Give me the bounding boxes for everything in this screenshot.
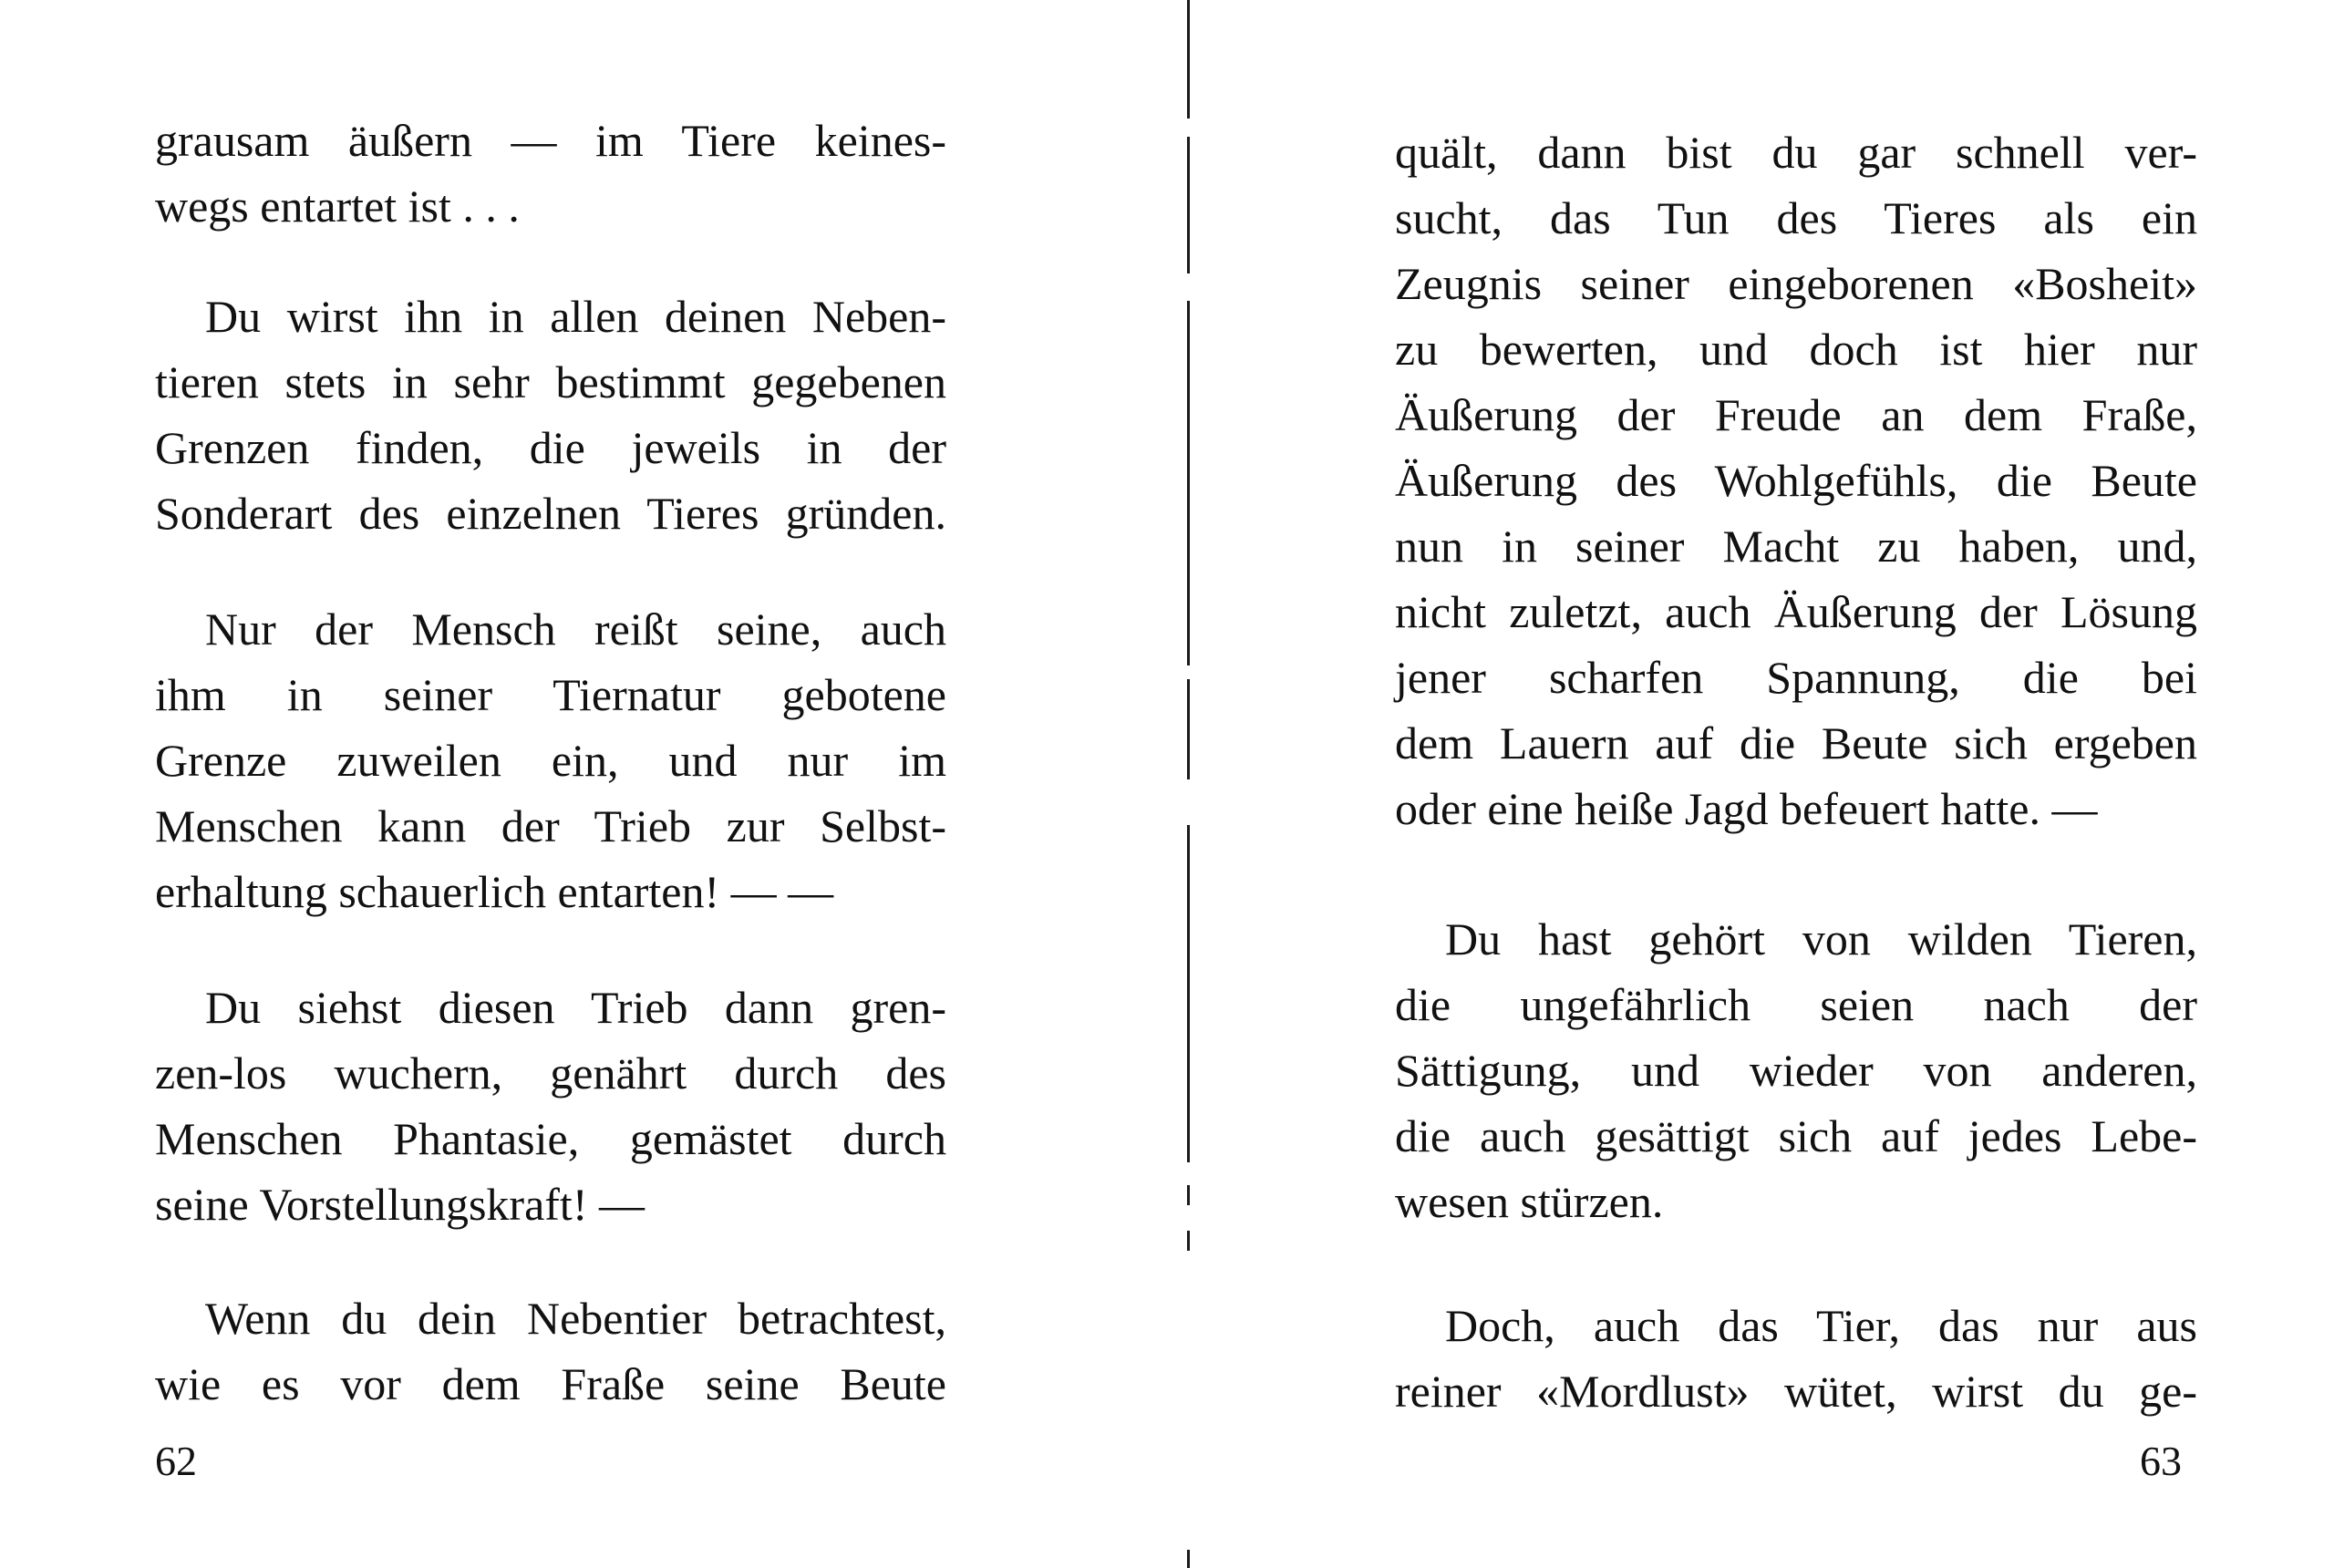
text-line: wegs entartet ist . . . (155, 181, 520, 232)
text-line: jener scharfen Spannung, die bei (1395, 652, 2197, 703)
paragraph (155, 1285, 946, 1417)
text-line: seine Vorstellungskraft! — (155, 1179, 645, 1230)
text-line: grausam äußern — im Tiere keines- (155, 115, 946, 166)
paragraph (1395, 906, 2197, 1234)
text-line: nicht zuletzt, auch Äußerung der Lösung (1395, 586, 2197, 637)
paragraph (1395, 119, 2197, 841)
text-line: reiner «Mordlust» wütet, wirst du ge- (1395, 1366, 2197, 1417)
text-line: Sättigung, und wieder von anderen, (1395, 1045, 2197, 1096)
text-line: Zeugnis seiner eingeborenen «Bosheit» (1395, 258, 2197, 309)
text-line: wesen stürzen. (1395, 1176, 1664, 1227)
right-page (1199, 0, 2334, 1568)
text-line: nun in seiner Macht zu haben, und, (1395, 521, 2197, 572)
text-line: Du hast gehört von wilden Tieren, (1445, 913, 2197, 965)
paragraph (155, 975, 946, 1237)
text-line: die ungefährlich seien nach der (1395, 979, 2197, 1030)
paragraph (155, 108, 946, 239)
text-line: Du wirst ihn in allen deinen Neben- (205, 291, 946, 342)
text-line: Äußerung des Wohlgefühls, die Beute (1395, 455, 2197, 506)
text-line: Menschen Phantasie, gemästet durch (155, 1113, 946, 1164)
text-line: Grenzen finden, die jeweils in der (155, 422, 946, 473)
text-line: zu bewerten, und doch ist hier nur (1395, 324, 2197, 375)
text-line: Menschen kann der Trieb zur Selbst- (155, 800, 946, 851)
text-line: quält, dann bist du gar schnell ver- (1395, 127, 2197, 178)
text-line: oder eine heiße Jagd befeuert hatte. — (1395, 783, 2098, 834)
text-line: tieren stets in sehr bestimmt gegebenen (155, 356, 946, 407)
text-line: Du siehst diesen Trieb dann gren- (205, 982, 946, 1033)
text-line: Sonderart des einzelnen Tieres gründen. (155, 488, 946, 539)
page-number: 63 (2140, 1438, 2182, 1484)
text-line: erhaltung schauerlich entarten! — — (155, 866, 834, 917)
book-gutter (1183, 0, 1194, 1568)
paragraph (1395, 1293, 2197, 1424)
text-line: Äußerung der Freude an dem Fraße, (1395, 389, 2197, 440)
text-line: sucht, das Tun des Tieres als ein (1395, 192, 2197, 243)
paragraph (155, 596, 946, 924)
text-line: Doch, auch das Tier, das nur aus (1445, 1300, 2197, 1351)
text-line: zen-los wuchern, genährt durch des (155, 1047, 946, 1099)
text-line: Nur der Mensch reißt seine, auch (205, 603, 946, 655)
text-line: Wenn du dein Nebentier betrachtest, (205, 1293, 946, 1344)
page-number: 62 (155, 1438, 197, 1484)
text-line: wie es vor dem Fraße seine Beute (155, 1358, 946, 1409)
text-line: dem Lauern auf die Beute sich ergeben (1395, 717, 2197, 769)
text-line: ihm in seiner Tiernatur gebotene (155, 669, 946, 720)
paragraph (155, 284, 946, 546)
text-line: die auch gesättigt sich auf jedes Lebe- (1395, 1110, 2197, 1161)
text-line: Grenze zuweilen ein, und nur im (155, 735, 946, 786)
